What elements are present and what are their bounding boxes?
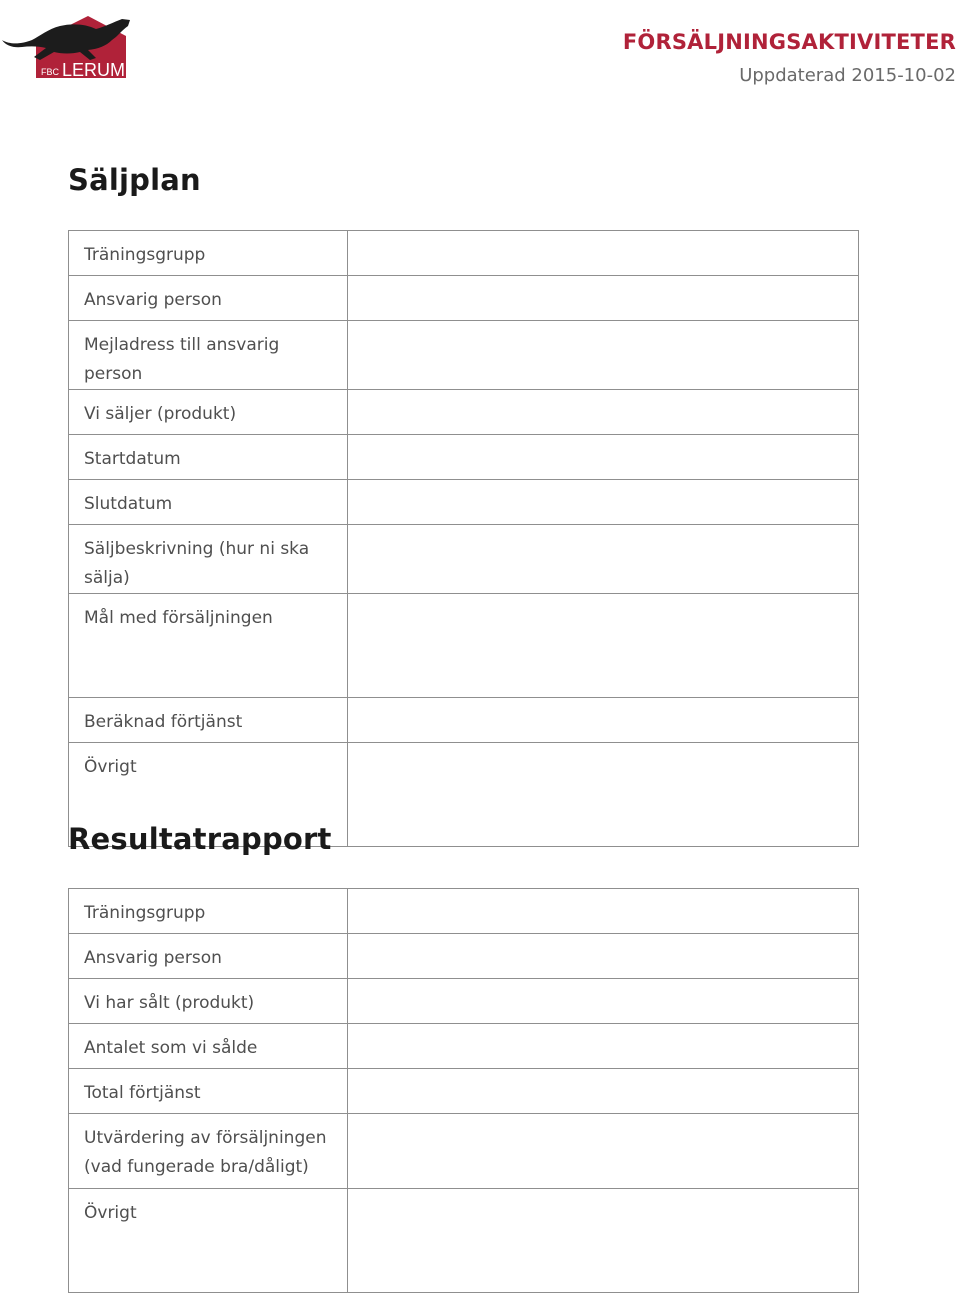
field-input[interactable] <box>348 889 859 934</box>
field-input[interactable] <box>348 321 859 390</box>
field-label: Ansvarig person <box>69 934 348 979</box>
field-input[interactable] <box>348 480 859 525</box>
field-label: Träningsgrupp <box>69 889 348 934</box>
table-row <box>69 390 859 435</box>
table-row <box>69 698 859 743</box>
field-label: Övrigt <box>69 1189 348 1293</box>
table-row <box>69 435 859 480</box>
field-label-line1: Utvärdering av försäljningen <box>84 1128 327 1148</box>
document-title: FÖRSÄLJNINGSAKTIVITETER <box>622 30 956 54</box>
field-label: Slutdatum <box>69 480 348 525</box>
field-label: Mejladress till ansvarig person <box>69 321 348 390</box>
field-label: Antalet som vi sålde <box>69 1024 348 1069</box>
field-label: Vi säljer (produkt) <box>69 390 348 435</box>
field-label: Startdatum <box>69 435 348 480</box>
field-input[interactable] <box>348 525 859 594</box>
fbc-lerum-logo <box>0 10 140 82</box>
field-input[interactable] <box>348 979 859 1024</box>
field-label: Träningsgrupp <box>69 231 348 276</box>
field-label <box>69 1114 348 1189</box>
field-input[interactable] <box>348 231 859 276</box>
field-label-line2: (vad fungerade bra/dåligt) <box>84 1157 309 1177</box>
table-row <box>69 1114 859 1189</box>
field-input[interactable] <box>348 435 859 480</box>
field-label: Säljbeskrivning (hur ni ska sälja) <box>69 525 348 594</box>
section-title-resultatrapport: Resultatrapport <box>68 822 332 856</box>
resultatrapport-table <box>68 888 859 1293</box>
table-row <box>69 1189 859 1293</box>
field-label: Vi har sålt (produkt) <box>69 979 348 1024</box>
field-input[interactable] <box>348 1189 859 1293</box>
table-row <box>69 594 859 698</box>
table-row <box>69 1024 859 1069</box>
section-title-saljplan: Säljplan <box>68 163 201 197</box>
field-input[interactable] <box>348 698 859 743</box>
saljplan-table <box>68 230 859 847</box>
table-row <box>69 231 859 276</box>
field-label: Beräknad förtjänst <box>69 698 348 743</box>
field-label: Total förtjänst <box>69 1069 348 1114</box>
logo-text-small: FBC <box>41 67 59 77</box>
field-input[interactable] <box>348 390 859 435</box>
field-input[interactable] <box>348 743 859 847</box>
field-label: Övrigt <box>69 743 348 847</box>
field-input[interactable] <box>348 934 859 979</box>
table-row <box>69 1069 859 1114</box>
field-input[interactable] <box>348 1114 859 1189</box>
table-row <box>69 889 859 934</box>
table-row <box>69 525 859 594</box>
field-input[interactable] <box>348 1069 859 1114</box>
logo-text-large: LERUM <box>62 60 126 80</box>
field-label: Mål med försäljningen <box>69 594 348 698</box>
table-row <box>69 979 859 1024</box>
table-row <box>69 934 859 979</box>
table-row <box>69 321 859 390</box>
table-row <box>69 276 859 321</box>
field-label: Ansvarig person <box>69 276 348 321</box>
field-input[interactable] <box>348 276 859 321</box>
field-input[interactable] <box>348 1024 859 1069</box>
table-row <box>69 480 859 525</box>
updated-date: Uppdaterad 2015-10-02 <box>739 65 956 86</box>
field-input[interactable] <box>348 594 859 698</box>
